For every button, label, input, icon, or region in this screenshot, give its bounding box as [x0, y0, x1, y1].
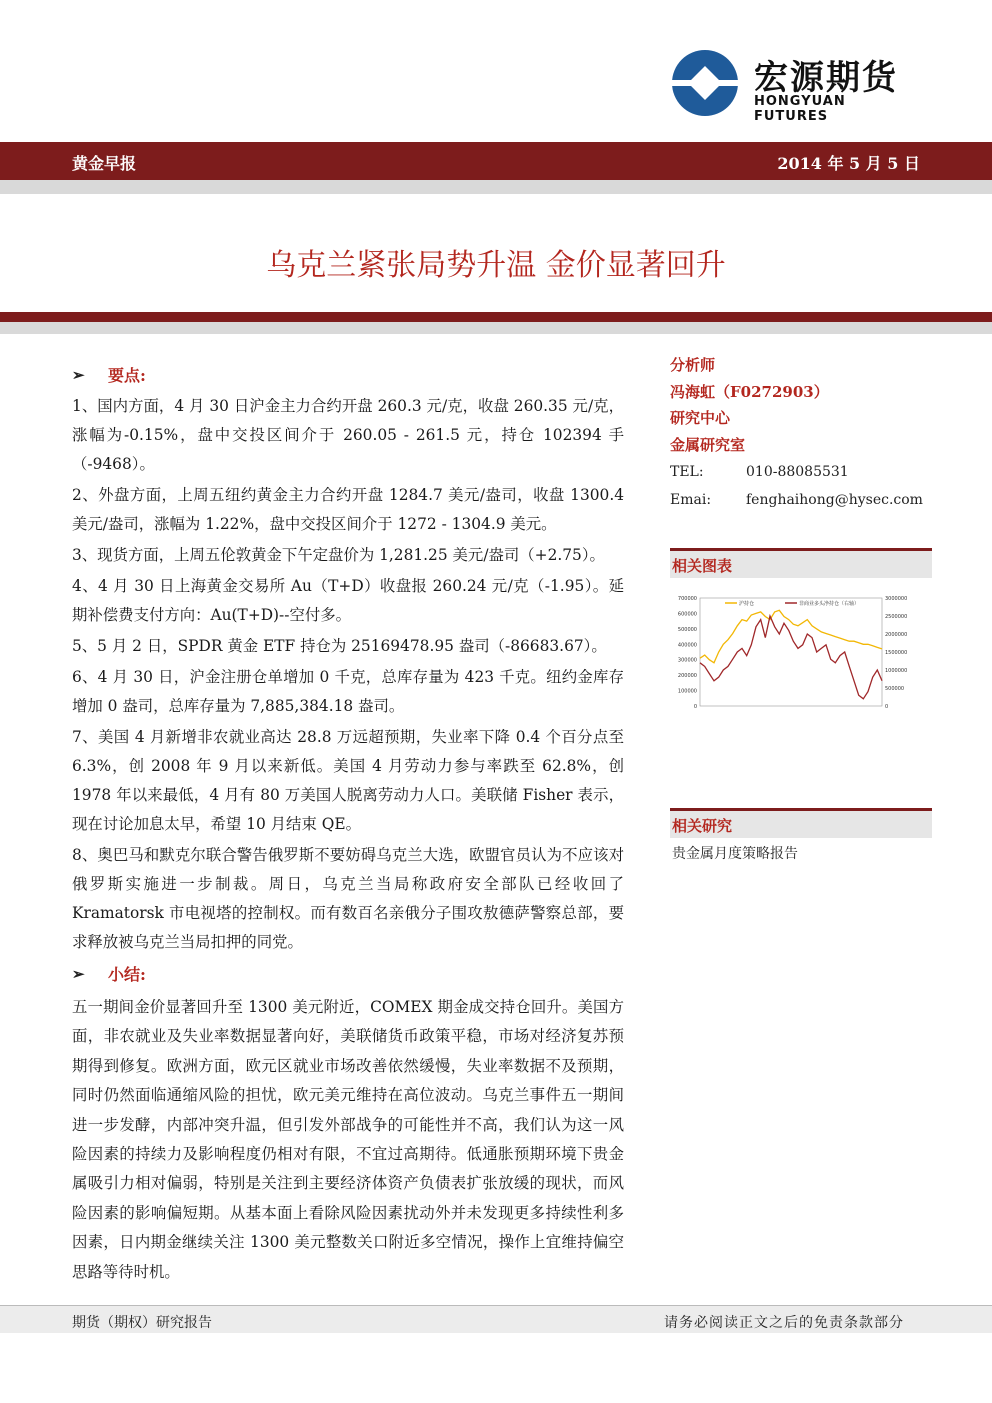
left-axis-tick-label: 0 [693, 704, 697, 710]
related-research-item[interactable]: 贵金属月度策略报告 [672, 846, 798, 862]
left-axis-tick-label: 500000 [677, 626, 697, 633]
legend-label: 沪持仓 [739, 601, 755, 607]
key-point-item: 1、国内方面，4 月 30 日沪金主力合约开盘 260.3 元/克，收盘 260.35 元/克，涨幅为-0.15%，盘中交投区间介于 260.05 - 261.5 元，持仓 102394 手（-9468）。 [72, 397, 624, 473]
right-axis-tick-label: 1500000 [885, 650, 908, 656]
key-point-item: 3、现货方面，上周五伦敦黄金下午定盘价为 1,281.25 美元/盎司（+2.75）。 [72, 546, 605, 564]
holdings-chart [670, 590, 910, 750]
logo-emblem-icon [672, 50, 738, 116]
summary-text: 五一期间金价显著回升至 1300 美元附近，COMEX 期金成交持仓回升。美国方面，非农就业及失业率数据显著向好，美联储货币政策平稳，市场对经济复苏预期得到修复。欧洲方面，欧元区就业市场改善依然缓慢，失业率数据不及预期，同时仍然面临通缩风险的担忧，欧元美元维持在高位波动。乌克兰事件五一期间进一步发酵，内部冲突升温，但引发外部战争的可能性并不高，我们认为这一风险因素的持续力及影响程度仍相对有限，不宜过高期待。低通胀预期环境下贵金属吸引力相对偏弱，特别是关注到主要经济体资产负债表扩张放缓的现状，而风险因素的影响偏短期。从基本面上看除风险因素扰动外并未发现更多持续性利多因素，日内期金继续关注 1300 美元整数关口附近多空情况，操作上宜维持偏空思路等待时机。 [72, 998, 624, 1281]
right-axis-tick-label: 3000000 [885, 596, 908, 602]
summary-heading-label: 小结: [108, 964, 146, 984]
tel-row [670, 458, 932, 486]
company-logo [672, 48, 922, 124]
tel-value: 010-88085531 [746, 464, 849, 480]
logo-name-en: HONGYUAN FUTURES [754, 94, 846, 124]
key-points-heading-label: 要点: [108, 365, 146, 385]
right-axis-tick-label: 2000000 [885, 632, 908, 638]
logo-name-cn: 宏源期货 [754, 58, 898, 98]
key-point-item: 2、外盘方面，上周五纽约黄金主力合约开盘 1284.7 美元/盎司，收盘 1300.4 美元/盎司，涨幅为 1.22%，盘中交投区间介于 1272 - 1304.9 美元。 [72, 486, 624, 533]
title-divider-shadow [0, 322, 992, 334]
analyst-name: 冯海虹（F0272903） [670, 382, 829, 401]
key-point-item: 8、奥巴马和默克尔联合警告俄罗斯不要妨碍乌克兰大选，欧盟官员认为不应该对俄罗斯实施进一步制裁。周日，乌克兰当局称政府安全部队已经收回了 Kramatorsk 市电视塔的控制权。而有数百名亲俄分子围攻敖德萨警察总部，要求释放被乌克兰当局扣押的同党。 [72, 846, 624, 951]
left-axis-tick-label: 200000 [677, 673, 697, 680]
key-point-item: 7、美国 4 月新增非农就业高达 28.8 万远超预期，失业率下降 0.4 个百分点至 6.3%，创 2008 年 9 月以来新低。美国 4 月劳动力参与率跌至 62.8%，创 1978 年以来最低，4 月有 80 万美国人脱离劳动力人口。美联储 Fisher 表示，现在讨论加息太早，希望 10 月结束 QE。 [72, 728, 624, 833]
analyst-info [670, 352, 932, 514]
chart-plot-frame [700, 598, 882, 706]
main-content [72, 360, 624, 1289]
email-label: Emai: [670, 492, 712, 508]
metals-desk: 金属研究室 [670, 435, 746, 454]
report-type: 黄金早报 [72, 154, 137, 173]
right-axis-tick-label: 2500000 [885, 614, 908, 620]
related-charts-heading: 相关图表 [670, 548, 932, 578]
title-divider [0, 312, 992, 322]
key-points-heading [72, 360, 624, 390]
left-axis-tick-label: 600000 [677, 611, 697, 618]
left-axis-tick-label: 400000 [677, 642, 697, 649]
email-row [670, 486, 932, 514]
report-date: 2014 年 5 月 5 日 [777, 154, 920, 173]
header-bar-shadow [0, 180, 992, 194]
summary-heading [72, 959, 624, 989]
page-footer [0, 1305, 992, 1333]
bullet-arrow-icon: ➢ [72, 365, 85, 384]
bullet-arrow-icon: ➢ [72, 964, 85, 983]
page-title: 乌克兰紧张局势升温 金价显著回升 [266, 248, 726, 283]
left-axis-tick-label: 100000 [677, 688, 697, 695]
series-line-right [700, 616, 882, 699]
research-center: 研究中心 [670, 409, 731, 427]
right-axis-tick-label: 1000000 [885, 668, 908, 674]
right-axis-tick-label: 0 [885, 704, 889, 710]
email-value: fenghaihong@hysec.com [746, 492, 923, 508]
right-axis-tick-label: 500000 [885, 686, 905, 692]
related-research-heading: 相关研究 [670, 808, 932, 838]
left-axis-tick-label: 700000 [677, 596, 697, 602]
analyst-label: 分析师 [670, 356, 716, 374]
holdings-chart-svg [670, 590, 910, 750]
header-bar [0, 142, 992, 180]
legend-label: 非商业多头净持仓（右轴） [799, 601, 860, 607]
footer-report-type: 期货（期权）研究报告 [72, 1315, 212, 1331]
key-point-item: 6、4 月 30 日，沪金注册仓单增加 0 千克，总库存量为 423 千克。纽约金库存增加 0 盎司，总库存量为 7,885,384.18 盎司。 [72, 668, 624, 715]
key-point-item: 4、4 月 30 日上海黄金交易所 Au（T+D）收盘报 260.24 元/克（-1.95）。延期补偿费支付方向：Au(T+D)--空付多。 [72, 577, 624, 624]
left-axis-tick-label: 300000 [677, 657, 697, 664]
footer-disclaimer-link[interactable]: 请务必阅读正文之后的免责条款部分 [664, 1315, 904, 1331]
tel-label: TEL: [670, 464, 704, 480]
key-point-item: 5、5 月 2 日，SPDR 黄金 ETF 持仓为 25169478.95 盎司（-86683.67）。 [72, 637, 607, 655]
